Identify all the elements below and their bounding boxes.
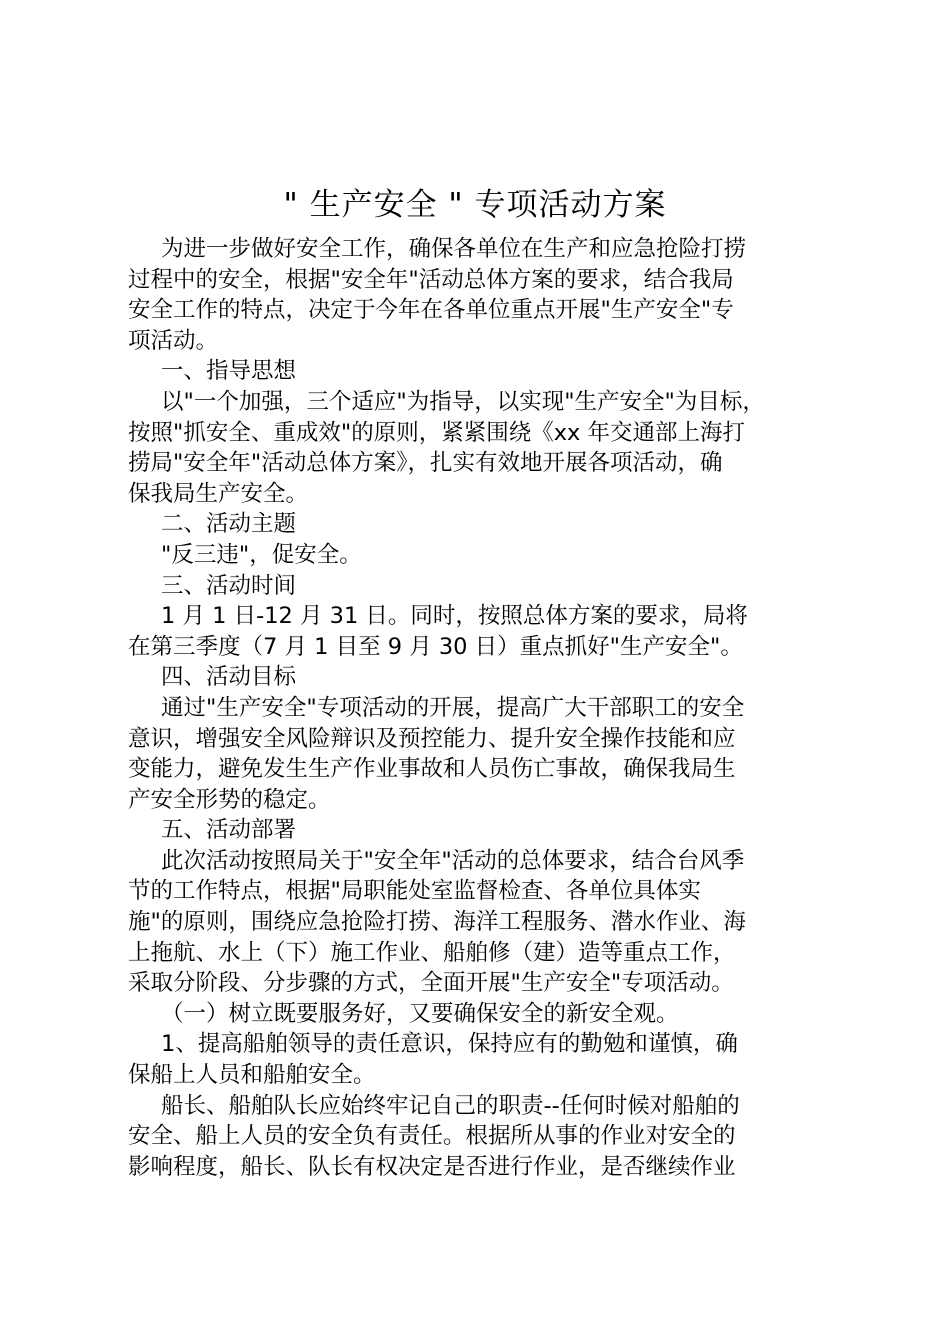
text-line: 变能力，避免发生生产作业事故和人员伤亡事故，确保我局生 [128,756,736,783]
text-line: 影响程度，船长、队长有权决定是否进行作业，是否继续作业 [128,1153,736,1180]
text-line: 捞局"安全年"活动总体方案》，扎实有效地开展各项活动，确 [128,450,723,477]
text-line: 船长、船舶队长应始终牢记自己的职责--任何时候对船舶的 [161,1092,740,1119]
text-line: 按照"抓安全、重成效"的原则，紧紧围绕《xx 年交通部上海打 [128,419,745,446]
document-body [128,234,828,1182]
text-line: 一、指导思想 [161,358,297,385]
text-line: 意识，增强安全风险辩识及预控能力、提升安全操作技能和应 [128,725,736,752]
text-line: 为进一步做好安全工作，确保各单位在生产和应急抢险打捞 [161,236,747,262]
text-line: 采取分阶段、分步骤的方式，全面开展"生产安全"专项活动。 [128,970,734,997]
text-line: 以"一个加强，三个适应"为指导，以实现"生产安全"为目标， [161,388,765,415]
text-line: 保船上人员和船舶安全。 [128,1062,376,1089]
text-line: 项活动。 [128,327,219,354]
text-line: 1 月 1 日-12 月 31 日。同时，按照总体方案的要求，局将 [161,603,748,630]
text-line: 五、活动部署 [161,817,297,844]
text-line: 施"的原则，围绕应急抢险打捞、海洋工程服务、潜水作业、海 [128,909,746,936]
text-line: 安全、船上人员的安全负有责任。根据所从事的作业对安全的 [128,1123,736,1150]
text-line: 此次活动按照局关于"安全年"活动的总体要求，结合台风季 [161,847,745,874]
text-line: 1、提高船舶领导的责任意识，保持应有的勤勉和谨慎，确 [161,1031,738,1058]
text-line: 通过"生产安全"专项活动的开展，提高广大干部职工的安全 [161,694,745,721]
text-line: 二、活动主题 [161,511,297,538]
text-line: 安全工作的特点，决定于今年在各单位重点开展"生产安全"专 [128,297,734,324]
text-line: 保我局生产安全。 [128,480,309,507]
text-line: 四、活动目标 [161,664,297,691]
text-line: 三、活动时间 [161,572,297,599]
text-line: 产安全形势的稳定。 [128,786,331,813]
text-line: 在第三季度（7 月 1 目至 9 月 30 日）重点抓好"生产安全"。 [128,633,743,660]
document-title: " 生产安全 " 专项活动方案 [283,187,667,223]
text-line: "反三违"，促安全。 [161,541,362,568]
text-line: 过程中的安全，根据"安全年"活动总体方案的要求，结合我局 [128,266,734,293]
text-line: 节的工作特点，根据"局职能处室监督检查、各单位具体实 [128,878,701,905]
text-line: 上拖航、水上（下）施工作业、船舶修（建）造等重点工作， [128,939,736,966]
text-line: （一）树立既要服务好，又要确保安全的新安全观。 [161,1000,679,1027]
